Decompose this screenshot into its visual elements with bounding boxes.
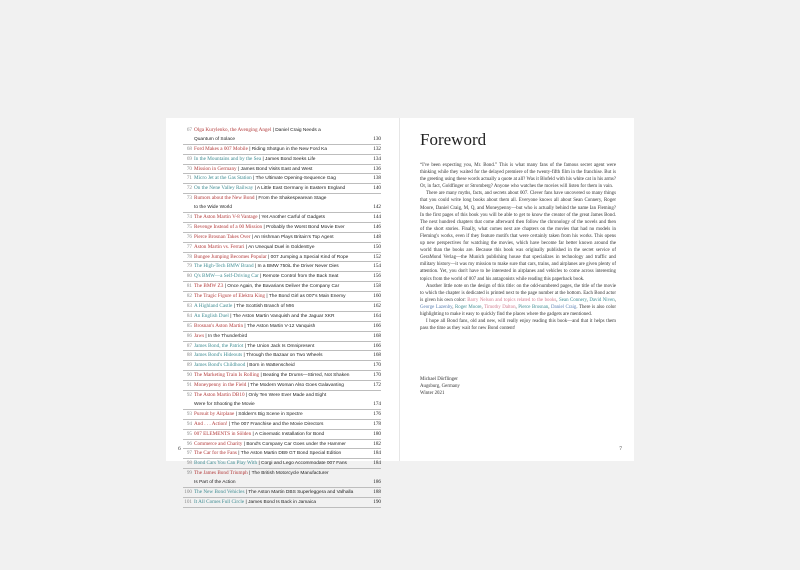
toc-entry bbox=[183, 469, 381, 478]
actor-name: Timothy Dalton bbox=[484, 304, 516, 310]
author-place: Augsburg, Germany bbox=[420, 384, 460, 390]
chapter-title bbox=[194, 332, 369, 342]
toc-entry bbox=[183, 155, 381, 165]
toc-entry bbox=[183, 174, 381, 184]
chapter-number: 95 bbox=[186, 430, 192, 437]
chapter-subtitle: | The Scottish Branch of MI6 bbox=[232, 304, 295, 310]
chapter-number: 94 bbox=[186, 420, 192, 427]
chapter-heading: It All Comes Full Circle bbox=[194, 498, 245, 505]
toc-entry bbox=[183, 488, 381, 498]
chapter-subtitle: | In a BMW 750iL the Driver Never Dies bbox=[253, 264, 339, 270]
chapter-subtitle: | James Bond Is Back in Jamaica bbox=[244, 499, 317, 505]
chapter-title bbox=[194, 430, 369, 440]
toc-entry bbox=[183, 371, 381, 381]
signature-block bbox=[420, 376, 460, 397]
actor-color-list: Barry Nelson and topics related to the books, Sean Connery, David Niven, George Lazenby, Roger Moore, Timothy Dalton, Pierce Brosnan, Daniel Craig. bbox=[420, 297, 616, 310]
toc-entry bbox=[183, 126, 381, 135]
chapter-heading: The Aston Martin DB10 bbox=[194, 392, 245, 399]
chapter-heading: Revenge Instead of a 00 Mission bbox=[194, 223, 263, 230]
chapter-subtitle: | Daniel Craig Needs a bbox=[271, 128, 321, 133]
author-name: Michael Dörflinger bbox=[420, 377, 458, 382]
toc-entry bbox=[183, 223, 381, 233]
chapter-page-number: 166 bbox=[373, 322, 381, 329]
chapter-number: 83 bbox=[186, 303, 192, 310]
chapter-number: 78 bbox=[186, 253, 192, 260]
page-number-right: 7 bbox=[619, 446, 622, 452]
chapter-title bbox=[194, 155, 369, 165]
toc-entry bbox=[183, 165, 381, 175]
chapter-heading: Bungee Jumping Becomes Popular bbox=[194, 253, 267, 260]
chapter-subtitle: | Once Again, the Bavarians Deliver the Company Car bbox=[223, 284, 340, 290]
chapter-subtitle: | Probably the Worst Bond Movie Ever bbox=[262, 224, 345, 230]
chapter-heading: Pursuit by Airplane bbox=[194, 410, 235, 417]
chapter-number: 73 bbox=[186, 195, 192, 202]
chapter-title bbox=[194, 488, 369, 498]
chapter-number: 69 bbox=[186, 155, 192, 162]
chapter-number: 99 bbox=[186, 470, 192, 477]
toc-entry bbox=[183, 194, 381, 203]
chapter-subtitle: | The Union Jack Is Omnipresent bbox=[243, 343, 315, 349]
chapter-heading: Rumors about the New Bond bbox=[194, 195, 255, 202]
chapter-number: 92 bbox=[186, 392, 192, 399]
chapter-heading: The Tragic Figure of Elektra King bbox=[194, 293, 266, 300]
chapter-number: 82 bbox=[186, 293, 192, 300]
chapter-subtitle: | A Little East Germany in Eastern England bbox=[253, 186, 346, 192]
chapter-page-number: 166 bbox=[373, 342, 381, 349]
chapter-title bbox=[194, 498, 369, 508]
chapter-number: 85 bbox=[186, 322, 192, 329]
toc-entry bbox=[183, 342, 381, 352]
chapter-subtitle: | The 007 Franchise and the Movie Directors bbox=[227, 421, 324, 427]
chapter-title bbox=[194, 478, 369, 488]
chapter-page-number: 136 bbox=[373, 165, 381, 172]
actor-name: Pierce Brosnan bbox=[518, 304, 549, 310]
chapter-page-number: 150 bbox=[373, 243, 381, 250]
chapter-page-number: 190 bbox=[373, 498, 381, 505]
toc-entry bbox=[183, 262, 381, 272]
foreword-paragraph: There are many myths, facts, and secrets about 007. Clever fans have uncovered so many things that you could write long books about them all. Everyone knows all about Sean Connery, Roger Moore, Daniel Craig, M, Q, and Moneypenny—but who is actually behind the name Ian Fleming? In the first pages of this book you will be able to get to know the creator of the great James Bond. The next hundred chapters that come afterward then follow the chronology of the novels and then of the short stories. Finally, what comes next are chapters on the movies that had no models in Fleming's works, even if they feature motifs that were certainly taken from his works. This opens up new perspectives for watching the movies, which have become far better known around the world than the books are. Because this book was originally published in the secret service of GeraMond Verlag—the Munich publishing house that specializes in technology and traffic and military history—it was my mission to make sure that cars, trains, and airplanes are given plenty of attention. Yet, you don't have to be interested in airplanes and vehicles to come across interesting topics from the world of 007 and his antagonists while reading this paperback book. bbox=[420, 191, 616, 282]
actor-name: Barry Nelson and topics related to the books bbox=[467, 297, 557, 303]
chapter-subtitle: | Sölden's Big Scene in Spectre bbox=[234, 411, 303, 417]
chapter-heading: James Bond, the Patriot bbox=[194, 342, 244, 349]
chapter-subtitle: | Corgi and Lego Accommodate 007 Fans bbox=[257, 461, 347, 467]
chapter-number: 86 bbox=[186, 332, 192, 339]
left-page bbox=[166, 118, 400, 505]
chapter-heading: And . . . Action! bbox=[194, 420, 228, 427]
chapter-subtitle: | James Bond Seeks Life bbox=[261, 156, 316, 162]
chapter-heading: Brosnan's Aston Martin bbox=[194, 322, 244, 329]
chapter-title bbox=[194, 145, 369, 155]
chapter-heading: Commerce and Charity bbox=[194, 440, 243, 447]
chapter-number: 97 bbox=[186, 450, 192, 457]
chapter-title bbox=[194, 203, 369, 213]
chapter-number: 90 bbox=[186, 372, 192, 379]
toc-entry bbox=[183, 420, 381, 430]
book-spread bbox=[166, 118, 634, 505]
chapter-title bbox=[194, 449, 369, 459]
chapter-page-number: 164 bbox=[373, 312, 381, 319]
chapter-page-number: 140 bbox=[373, 185, 381, 192]
chapter-number: 87 bbox=[186, 342, 192, 349]
right-page bbox=[400, 118, 634, 461]
chapter-number: 93 bbox=[186, 410, 192, 417]
chapter-heading: Micro Jet at the Gas Station bbox=[194, 175, 252, 182]
chapter-page-number: 186 bbox=[373, 479, 381, 486]
chapter-subtitle: | Bond's Company Car Goes under the Hammer bbox=[242, 441, 346, 447]
chapter-title bbox=[194, 135, 369, 145]
actor-name: Sean Connery bbox=[559, 297, 587, 303]
chapter-page-number: 158 bbox=[373, 283, 381, 290]
chapter-number: 81 bbox=[186, 283, 192, 290]
chapter-number: 70 bbox=[186, 165, 192, 172]
toc-entry bbox=[183, 478, 381, 488]
chapter-heading: The Aston Martin V-8 Vantage bbox=[194, 214, 258, 221]
chapter-number: 100 bbox=[184, 488, 192, 495]
toc-entry bbox=[183, 410, 381, 420]
page-number-left: 6 bbox=[178, 446, 181, 452]
toc-entry bbox=[183, 312, 381, 322]
chapter-number: 98 bbox=[186, 460, 192, 467]
chapter-title bbox=[194, 253, 369, 263]
chapter-title bbox=[194, 243, 369, 253]
chapter-title bbox=[194, 459, 369, 469]
toc-entry bbox=[183, 233, 381, 243]
chapter-subtitle: | 007 Jumping a Special Kind of Rope bbox=[266, 254, 349, 260]
chapter-number: 68 bbox=[186, 145, 192, 152]
toc-entry bbox=[183, 213, 381, 223]
chapter-page-number: 188 bbox=[373, 488, 381, 495]
table-of-contents bbox=[183, 126, 381, 508]
toc-entry bbox=[183, 145, 381, 155]
toc-entry bbox=[183, 332, 381, 342]
chapter-page-number: 184 bbox=[373, 450, 381, 457]
chapter-subtitle: | An Unequal Duel in GoldenEye bbox=[244, 244, 315, 250]
chapter-subtitle: | The Aston Martin DB9 GT Bond Special Edition bbox=[236, 451, 342, 457]
toc-entry bbox=[183, 351, 381, 361]
chapter-heading: The James Bond Triumph bbox=[194, 470, 248, 477]
actor-name: Roger Moore bbox=[455, 304, 482, 310]
chapter-heading: Ford Makes a 007 Mobile bbox=[194, 145, 248, 152]
chapter-title bbox=[194, 381, 369, 391]
chapter-title bbox=[194, 351, 369, 361]
chapter-page-number: 168 bbox=[373, 352, 381, 359]
chapter-subtitle: Is Part of the Action bbox=[194, 480, 236, 486]
chapter-subtitle: | The British Motorcycle Manufacturer bbox=[247, 471, 329, 477]
chapter-subtitle: | The Ultimate Opening-Sequence Gag bbox=[251, 176, 336, 182]
toc-entry bbox=[183, 253, 381, 263]
chapter-heading: Bond Cars You Can Play With bbox=[194, 460, 258, 467]
chapter-heading: The New Bond Vehicles bbox=[194, 488, 245, 495]
chapter-number: 74 bbox=[186, 214, 192, 221]
chapter-number: 71 bbox=[186, 175, 192, 182]
chapter-title bbox=[194, 282, 369, 292]
chapter-heading: In the Mountains and by the Sea bbox=[194, 155, 262, 162]
chapter-subtitle: Were for Shooting the Movie bbox=[194, 401, 255, 407]
chapter-subtitle: | Yet Another Carful of Gadgets bbox=[257, 215, 325, 221]
chapter-heading: Aston Martin vs. Ferrari bbox=[194, 243, 245, 250]
chapter-page-number: 142 bbox=[373, 204, 381, 211]
toc-entry bbox=[183, 440, 381, 450]
chapter-subtitle: | An Irishman Plays Britain's Top Agent bbox=[250, 234, 334, 240]
chapter-heading: 007 ELEMENTS in Sölden bbox=[194, 430, 252, 437]
chapter-title bbox=[194, 223, 369, 233]
chapter-subtitle: | Beating the Drums—Stirred, Not Shaken bbox=[259, 373, 350, 379]
toc-entry bbox=[183, 400, 381, 410]
chapter-subtitle: | Through the Bazaar on Two Wheels bbox=[242, 353, 323, 359]
chapter-number: 89 bbox=[186, 362, 192, 369]
chapter-title bbox=[194, 233, 369, 243]
chapter-number: 77 bbox=[186, 243, 192, 250]
chapter-page-number: 170 bbox=[373, 362, 381, 369]
chapter-title bbox=[194, 420, 369, 430]
chapter-subtitle: | The Aston Martin V-12 Vanquish bbox=[243, 323, 316, 329]
chapter-title bbox=[194, 400, 369, 410]
chapter-page-number: 130 bbox=[373, 135, 381, 142]
chapter-number: 75 bbox=[186, 223, 192, 230]
chapter-page-number: 146 bbox=[373, 223, 381, 230]
toc-entry bbox=[183, 135, 381, 145]
chapter-page-number: 184 bbox=[373, 460, 381, 467]
toc-entry bbox=[183, 381, 381, 391]
chapter-page-number: 178 bbox=[373, 420, 381, 427]
chapter-subtitle: | In the Thunderbird bbox=[204, 333, 248, 339]
paragraph-text: There is also color highlighting to make it easy to quickly find the places where the gadgets are mentioned. bbox=[420, 304, 616, 317]
chapter-subtitle: | Only Ten Were Ever Made and Eight bbox=[244, 393, 327, 399]
chapter-page-number: 160 bbox=[373, 293, 381, 300]
toc-entry bbox=[183, 449, 381, 459]
chapter-heading: Moneypenny in the Field bbox=[194, 382, 247, 389]
toc-entry bbox=[183, 243, 381, 253]
chapter-number: 79 bbox=[186, 263, 192, 270]
chapter-page-number: 134 bbox=[373, 155, 381, 162]
toc-entry bbox=[183, 272, 381, 282]
chapter-page-number: 162 bbox=[373, 303, 381, 310]
chapter-title bbox=[194, 213, 369, 223]
chapter-subtitle: | Born in Wattenscheid bbox=[245, 363, 295, 369]
chapter-title bbox=[194, 165, 369, 175]
chapter-subtitle: | The Modern Woman Also Goes Galavanting bbox=[246, 383, 344, 389]
toc-entry bbox=[183, 302, 381, 312]
chapter-heading: Olga Kurylenko, the Avenging Angel bbox=[194, 127, 272, 133]
toc-entry bbox=[183, 292, 381, 302]
foreword-paragraph: I hope all Bond fans, old and new, will really enjoy reading this book—and that it helps them pass the time as they wait for new Bond content! bbox=[420, 319, 616, 332]
toc-entry bbox=[183, 322, 381, 332]
chapter-title bbox=[194, 322, 369, 332]
chapter-title bbox=[194, 262, 369, 272]
chapter-heading: Pierce Brosnan Takes Over bbox=[194, 233, 251, 240]
chapter-heading: Jaws bbox=[194, 332, 205, 339]
chapter-number: 72 bbox=[186, 185, 192, 192]
chapter-title bbox=[194, 292, 369, 302]
chapter-page-number: 172 bbox=[373, 382, 381, 389]
actor-name: David Niven bbox=[589, 297, 615, 303]
chapter-page-number: 148 bbox=[373, 233, 381, 240]
chapter-page-number: 176 bbox=[373, 410, 381, 417]
toc-entry bbox=[183, 459, 381, 469]
signature-date: Winter 2021 bbox=[420, 391, 445, 397]
chapter-number: 67 bbox=[186, 127, 192, 133]
paragraph-text: Another little note on the design of this title: on the odd-numbered pages, the title of the movie to which the chapter is dedicated is printed next to the page number at the bottom. Each Bond actor is given his own color: bbox=[420, 283, 616, 303]
chapter-subtitle: | Riding Shotgun in the New Ford Ka bbox=[247, 146, 327, 152]
chapter-page-number: 168 bbox=[373, 332, 381, 339]
chapter-title bbox=[194, 440, 369, 450]
toc-entry bbox=[183, 430, 381, 440]
chapter-page-number: 138 bbox=[373, 175, 381, 182]
chapter-subtitle: Quantum of Solace bbox=[194, 136, 236, 142]
chapter-subtitle: | A Cinematic Installation for Bond bbox=[251, 431, 325, 437]
chapter-title bbox=[194, 312, 369, 322]
toc-entry bbox=[183, 361, 381, 371]
chapter-subtitle: | From the Shakespearean Stage bbox=[254, 196, 327, 202]
chapter-page-number: 144 bbox=[373, 214, 381, 221]
chapter-title bbox=[194, 410, 369, 420]
chapter-number: 84 bbox=[186, 312, 192, 319]
chapter-heading: James Bond's Hideouts bbox=[194, 352, 243, 359]
chapter-subtitle: | The Bond Girl as 007's Main Enemy bbox=[265, 294, 346, 300]
chapter-number: 76 bbox=[186, 233, 192, 240]
chapter-page-number: 156 bbox=[373, 273, 381, 280]
chapter-heading: Mission in Germany bbox=[194, 165, 237, 172]
toc-entry bbox=[183, 282, 381, 292]
chapter-subtitle: | Remote Control from the Back Seat bbox=[258, 274, 339, 280]
foreword-body bbox=[420, 162, 616, 332]
chapter-page-number: 182 bbox=[373, 440, 381, 447]
chapter-number: 80 bbox=[186, 273, 192, 280]
chapter-heading: The BMW Z3 bbox=[194, 283, 224, 290]
chapter-heading: The Car for the Fans bbox=[194, 450, 237, 457]
chapter-page-number: 132 bbox=[373, 145, 381, 152]
chapter-page-number: 174 bbox=[373, 400, 381, 407]
chapter-heading: A Highland Castle bbox=[194, 303, 233, 310]
chapter-page-number: 154 bbox=[373, 263, 381, 270]
foreword-paragraph bbox=[420, 283, 616, 318]
chapter-number: 91 bbox=[186, 382, 192, 389]
page-title: Foreword bbox=[420, 130, 487, 149]
chapter-subtitle: | The Aston Martin Vanquish and the Jaguar XKR bbox=[228, 313, 335, 319]
chapter-subtitle: | James Bond Visits East and West bbox=[236, 166, 313, 172]
foreword-paragraph: “I've been expecting you, Mr. Bond.” This is what many fans of the famous secret agent were thinking while they waited for the delayed premiere of the twenty-fifth film in the franchise. But is the greeting using these words actually a quote at all? Was it Blofeld with his white cat in his arms? Or, in fact, Goldfinger or Stromberg? Anyone who watches the movies will listen for them in vain. bbox=[420, 163, 616, 190]
toc-entry bbox=[183, 498, 381, 508]
chapter-page-number: 170 bbox=[373, 372, 381, 379]
chapter-page-number: 152 bbox=[373, 253, 381, 260]
chapter-heading: On the Nene Valley Railway bbox=[194, 185, 254, 192]
chapter-heading: The High-Tech BMW Brand bbox=[194, 263, 254, 270]
chapter-heading: The Marketing Train Is Rolling bbox=[194, 372, 260, 379]
chapter-title bbox=[194, 174, 369, 184]
chapter-title bbox=[194, 371, 369, 381]
chapter-subtitle: to the Wide World bbox=[194, 205, 233, 211]
chapter-page-number: 180 bbox=[373, 430, 381, 437]
toc-entry bbox=[183, 184, 381, 194]
chapter-title bbox=[194, 302, 369, 312]
chapter-number: 101 bbox=[184, 498, 192, 505]
chapter-title bbox=[194, 184, 369, 194]
actor-name: George Lazenby bbox=[420, 304, 453, 310]
chapter-heading: James Bond's Childhood bbox=[194, 362, 246, 369]
chapter-heading: Q's BMW—a Self-Driving Car bbox=[194, 273, 259, 280]
toc-entry bbox=[183, 391, 381, 400]
chapter-title bbox=[194, 342, 369, 352]
chapter-title bbox=[194, 272, 369, 282]
chapter-number: 88 bbox=[186, 352, 192, 359]
chapter-subtitle: | The Aston Martin DBS Superleggera and Valhalla bbox=[244, 489, 354, 495]
toc-entry bbox=[183, 203, 381, 213]
chapter-heading: An English Duel bbox=[194, 312, 229, 319]
chapter-number: 96 bbox=[186, 440, 192, 447]
actor-name: Daniel Craig bbox=[550, 304, 577, 310]
chapter-title bbox=[194, 361, 369, 371]
